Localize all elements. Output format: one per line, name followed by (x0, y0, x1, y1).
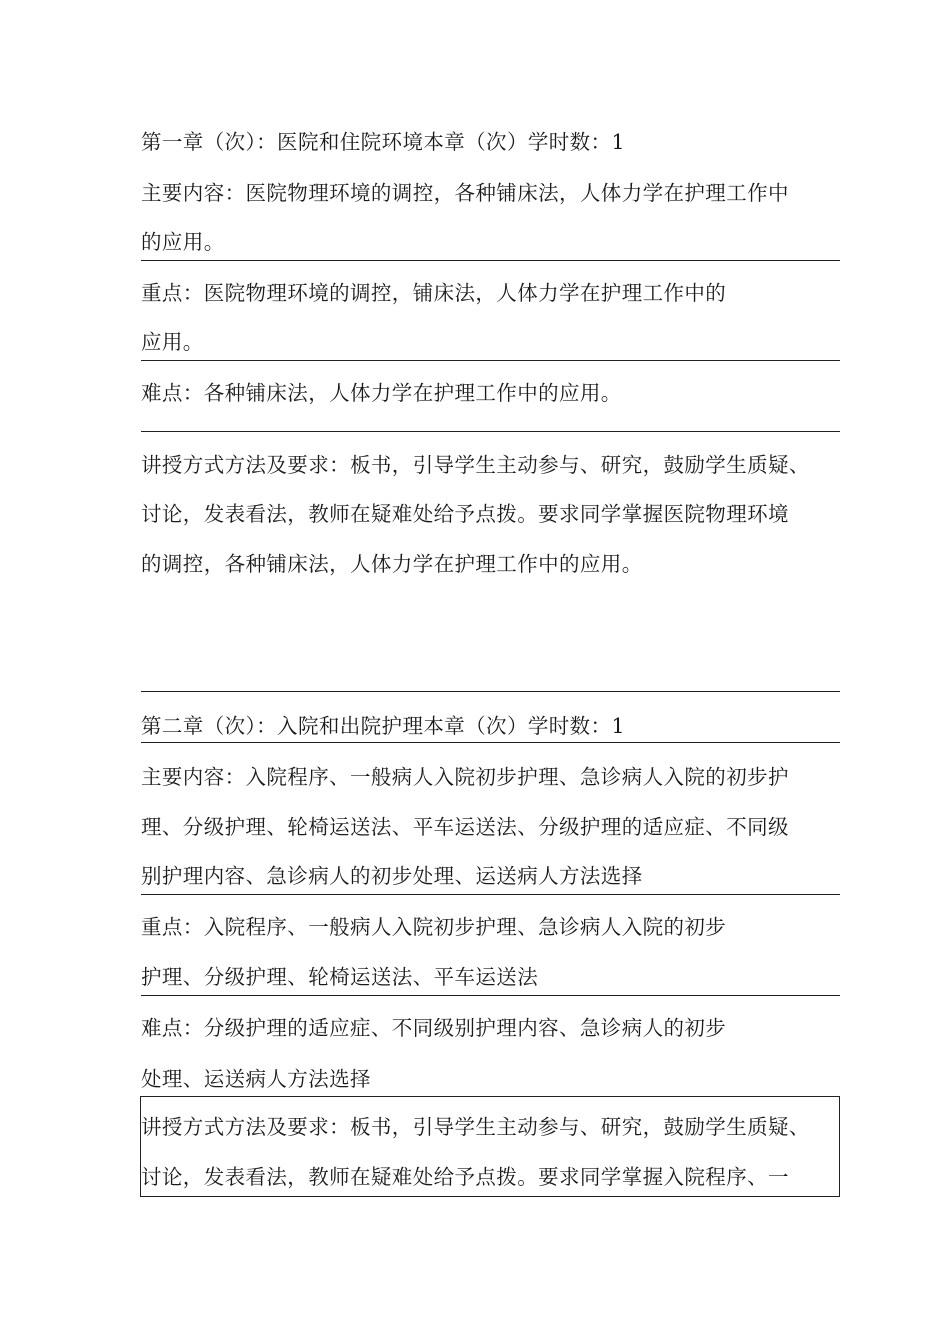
divider (141, 742, 840, 743)
chapter1-content-line-1: 主要内容：医院物理环境的调控，各种铺床法，人体力学在护理工作中 (141, 181, 789, 205)
divider (141, 260, 840, 261)
chapter1-teaching-line-3: 的调控，各种铺床法，人体力学在护理工作中的应用。 (141, 552, 643, 576)
divider (141, 691, 840, 692)
chapter2-content-line-2: 理、分级护理、轮椅运送法、平车运送法、分级护理的适应症、不同级 (141, 815, 789, 839)
chapter1-content-line-2: 的应用。 (141, 230, 225, 254)
divider (141, 431, 840, 432)
chapter2-content-line-1: 主要内容：入院程序、一般病人入院初步护理、急诊病人入院的初步护 (141, 765, 789, 789)
chapter2-teaching-line-2: 讨论，发表看法，教师在疑难处给予点拨。要求同学掌握入院程序、一 (141, 1165, 789, 1189)
chapter1-key-points-line-1: 重点：医院物理环境的调控，铺床法，人体力学在护理工作中的 (141, 281, 727, 305)
chapter1-difficulties-line-1: 难点：各种铺床法，人体力学在护理工作中的应用。 (141, 381, 622, 405)
chapter1-teaching-line-2: 讨论，发表看法，教师在疑难处给予点拨。要求同学掌握医院物理环境 (141, 502, 789, 526)
chapter2-key-points-line-2: 护理、分级护理、轮椅运送法、平车运送法 (141, 965, 539, 989)
chapter2-teaching-line-1: 讲授方式方法及要求：板书，引导学生主动参与、研究，鼓励学生质疑、 (141, 1115, 810, 1139)
chapter1-title: 第一章（次）：医院和住院环境本章（次）学时数：1 (141, 130, 625, 154)
chapter1-teaching-line-1: 讲授方式方法及要求：板书，引导学生主动参与、研究，鼓励学生质疑、 (141, 453, 810, 477)
chapter2-content-line-3: 别护理内容、急诊病人的初步处理、运送病人方法选择 (141, 864, 643, 888)
divider (141, 995, 840, 996)
chapter2-difficulties-line-1: 难点：分级护理的适应症、不同级别护理内容、急诊病人的初步 (141, 1016, 727, 1040)
divider (141, 360, 840, 361)
chapter2-title: 第二章（次）：入院和出院护理本章（次）学时数：1 (141, 714, 625, 738)
divider (141, 894, 840, 895)
chapter1-key-points-line-2: 应用。 (141, 330, 204, 354)
chapter2-difficulties-line-2: 处理、运送病人方法选择 (141, 1067, 371, 1091)
chapter2-key-points-line-1: 重点：入院程序、一般病人入院初步护理、急诊病人入院的初步 (141, 915, 727, 939)
